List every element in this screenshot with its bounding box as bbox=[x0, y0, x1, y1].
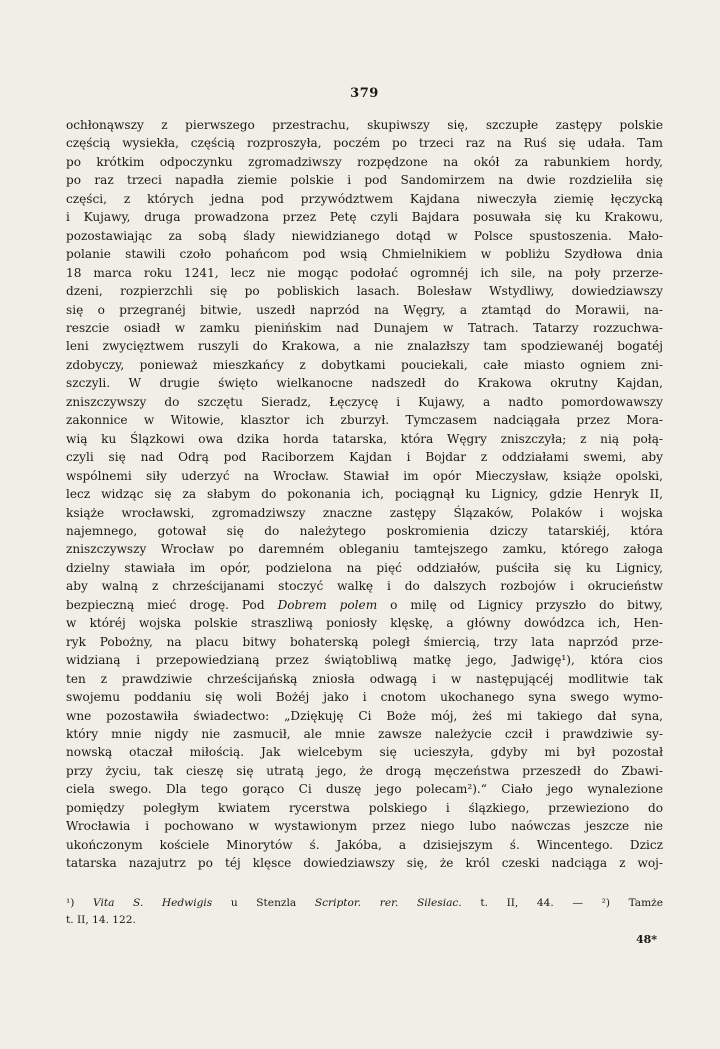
text-line: przy życiu, tak cieszę się utratą jego, że drogą męczeństwa przeszedł do Zbawi- bbox=[66, 763, 663, 778]
text-line: szczyli. W drugie święto wielkanocne nadszedł do Krakowa okrutny Kajdan, bbox=[66, 376, 663, 391]
text-line: który mnie nigdy nie zasmucił, ale mnie zawsze należycie czcił i prawdziwie sy- bbox=[66, 726, 663, 741]
text-line: nowską otaczał miłością. Jak wielcebym się ucieszyła, gdyby mi był pozostał bbox=[66, 745, 663, 760]
text-line: pozostawiając za sobą ślady niewidzianego dotąd w Polsce spustoszenia. Mało- bbox=[66, 228, 663, 243]
text-line: książe wrocławski, zgromadziwszy znaczne zastępy Ślązaków, Polaków i wojska bbox=[66, 505, 663, 520]
text-line: zdobyczy, ponieważ mieszkańcy z dobytkami pouciekali, całe miasto ogniem zni- bbox=[66, 357, 663, 372]
text-line: ryk Pobożny, na placu bitwy bohaterską poległ śmiercią, trzy lata naprzód prze- bbox=[66, 634, 663, 649]
text-line: pomiędzy poległym kwiatem rycerstwa polskiego i ślązkiego, przewieziono do bbox=[66, 800, 663, 815]
text-line: ukończonym kościele Minorytów ś. Jakóba, a dzisiejszym ś. Wincentego. Dzicz bbox=[66, 837, 663, 852]
text-line: zakonnice w Witowie, klasztor ich zburzył. Tymczasem nadciągała przez Mora- bbox=[66, 413, 663, 428]
text-line: leni zwycięztwem ruszyli do Krakowa, a nie znalazłszy tam spodziewanéj bogatéj bbox=[66, 339, 663, 354]
text-line: czyli się nad Odrą pod Raciborzem Kajdan i Bojdar z oddziałami swemi, aby bbox=[66, 450, 663, 465]
text-line: częścią wysiekła, częścią rozproszyła, poczém po trzeci raz na Ruś się udała. Tam bbox=[66, 136, 663, 151]
footnote-line: t. II, 14. 122. bbox=[66, 913, 136, 926]
text-line: zniszczywszy do szczętu Sieradz, Łęczycę i Kujawy, a nadto pomordowawszy bbox=[66, 394, 663, 409]
text-line: Wrocławia i pochowano w wystawionym przez niego lubo naówczas jeszcze nie bbox=[66, 819, 663, 834]
text-line: ochłonąwszy z pierwszego przestrachu, skupiwszy się, szczupłe zastępy polskie bbox=[66, 118, 663, 132]
text-line: i Kujawy, druga prowadzona przez Petę czyli Bajdara posuwała się ku Krakowu, bbox=[66, 210, 663, 225]
text-line: aby walną z chrześcijanami stoczyć walkę i do dalszych rozbojów i okrucieństw bbox=[66, 579, 663, 594]
footnote-line: ¹) Vita S. Hedwigis u Stenzla Scriptor. rer. Silesiac. t. II, 44. — ²) Tamże bbox=[66, 896, 663, 909]
text-line: dzeni, rozpierzchli się po pobliskich lasach. Bolesław Wstydliwy, dowiedziawszy bbox=[66, 284, 663, 299]
body-text bbox=[66, 116, 663, 873]
text-line: zniszczywszy Wrocław po daremném obleganiu tamtejszego zamku, którego załoga bbox=[66, 542, 663, 557]
page-number: 379 bbox=[350, 86, 379, 101]
text-line: tatarska nazajutrz po téj klęsce dowiedziawszy się, że król czeski nadciąga z woj- bbox=[66, 856, 663, 871]
text-line: reszcie osiadł w zamku pienińskim nad Dunajem w Tatrach. Tatarzy rozzuchwa- bbox=[66, 320, 663, 335]
text-line: bezpieczną mieć drogę. Pod Dobrem polem o milę od Lignicy przyszło do bitwy, bbox=[66, 597, 663, 612]
text-line: w któréj wojska polskie straszliwą poniosły klęskę, a główny dowódzca ich, Hen- bbox=[66, 616, 663, 631]
text-line: 18 marca roku 1241, lecz nie mogąc podołać ogromnéj ich sile, na poły przerze- bbox=[66, 265, 663, 280]
text-line: części, z których jedna pod przywództwem Kajdana niweczyła ziemię łęczycką bbox=[66, 191, 663, 206]
text-line: swojemu poddaniu się woli Bożéj jako i cnotom ukochanego syna swego wymo- bbox=[66, 690, 663, 705]
text-line: ten z prawdziwie chrześcijańską zniosła odwagą i w następującéj modlitwie tak bbox=[66, 671, 663, 686]
text-line: widzianą i przepowiedzianą przez świątobliwą matkę jego, Jadwigę¹), która cios bbox=[66, 653, 663, 668]
text-line: po raz trzeci napadła ziemie polskie i pod Sandomirzem na dwie rozdzieliła się bbox=[66, 173, 663, 188]
text-line: wspólnemi siły uderzyć na Wrocław. Stawiał im opór Mieczysław, książe opolski, bbox=[66, 468, 663, 483]
footnotes bbox=[66, 895, 663, 929]
text-line: dzielny stawiała im opór, podzielona na pięć oddziałów, puściła się ku Lignicy, bbox=[66, 560, 663, 575]
text-line: najemnego, gotował się do należytego poskromienia dziczy tatarskiéj, która bbox=[66, 523, 663, 538]
text-line: polanie stawili czoło pohańcom pod wsią Chmielnikiem w pobliżu Szydłowa dnia bbox=[66, 247, 663, 262]
text-line: wią ku Ślązkowi owa dzika horda tatarska, która Węgry zniszczyła; z nią połą- bbox=[66, 431, 663, 446]
text-line: lecz widząc się za słabym do pokonania ich, pociągnął ku Lignicy, gdzie Henryk II, bbox=[66, 487, 663, 502]
text-line: wne pozostawiła świadectwo: „Dziękuję Ci Boże mój, żeś mi takiego dał syna, bbox=[66, 708, 663, 723]
text-line: po krótkim odpoczynku zgromadziwszy rozpędzone na okół za rabunkiem hordy, bbox=[66, 154, 663, 169]
text-line: ciela swego. Dla tego gorąco Ci duszę jego polecam²).“ Ciało jego wynalezione bbox=[66, 782, 663, 797]
printer-signature: 48* bbox=[635, 932, 657, 946]
text-line: się o przegranéj bitwie, uszedł naprzód na Węgry, a ztamtąd do Morawii, na- bbox=[66, 302, 663, 317]
